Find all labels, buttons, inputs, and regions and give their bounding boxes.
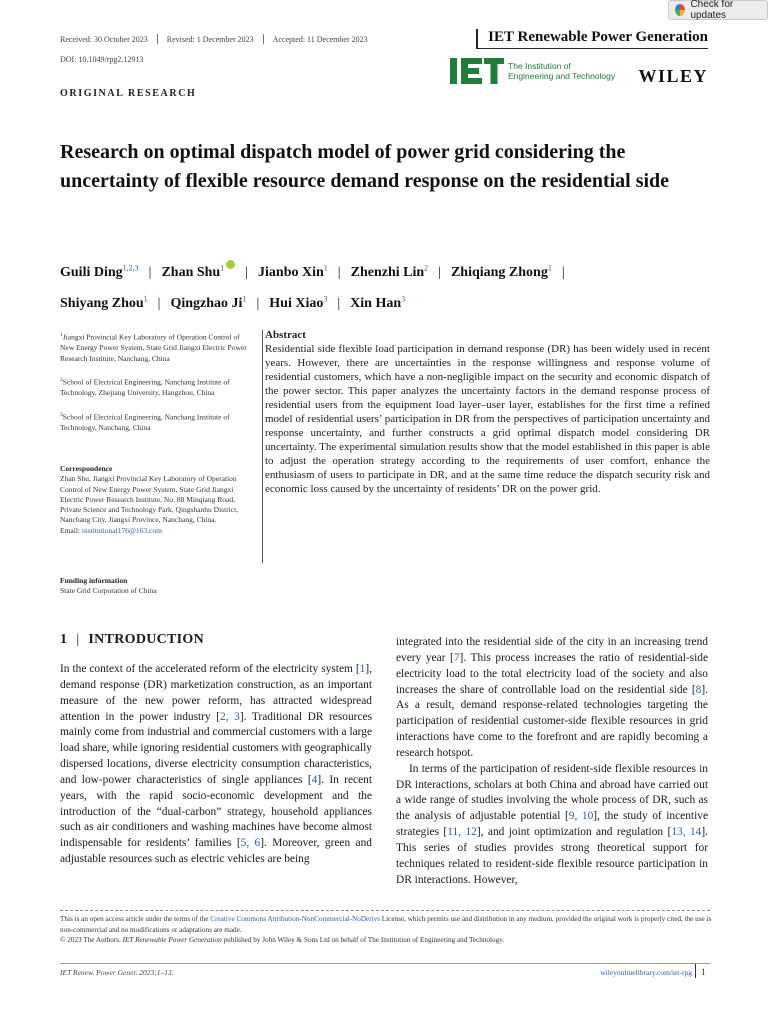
website-link[interactable]: wileyonlinelibrary.com/iet-rpg bbox=[600, 968, 692, 977]
author[interactable] bbox=[269, 296, 327, 311]
abstract bbox=[265, 328, 710, 496]
copyright-journal: IET Renewable Power Generation bbox=[122, 936, 222, 944]
citation-line: IET Renew. Power Gener. 2023;1–13. bbox=[60, 968, 174, 977]
paragraph bbox=[396, 762, 708, 889]
author[interactable] bbox=[350, 296, 405, 311]
text-run: ]. Moreover, green and adjustable resources such as electric vehicles are being bbox=[60, 837, 372, 866]
license-text bbox=[60, 914, 712, 935]
author-name: Xin Han bbox=[350, 296, 402, 312]
reference-link[interactable]: 9, 10 bbox=[568, 810, 594, 823]
text-run: In the context of the accelerated reform of the electricity system [ bbox=[60, 663, 360, 675]
page-number: 1 bbox=[701, 967, 706, 977]
author-affiliation-sup[interactable]: 1 bbox=[323, 263, 328, 272]
author-separator: | bbox=[148, 264, 152, 280]
author-separator: | bbox=[438, 264, 441, 280]
footer-divider bbox=[60, 963, 710, 964]
text-run: ], and joint optimization and regulation [ bbox=[476, 826, 672, 839]
divider bbox=[157, 34, 158, 44]
check-for-updates-button[interactable] bbox=[668, 0, 768, 20]
divider bbox=[476, 29, 478, 49]
author-separator: | bbox=[157, 296, 161, 312]
affiliation-text: School of Electrical Engineering, Nanchang Institute of Technology, Nanchang, China bbox=[60, 412, 230, 432]
paragraph bbox=[396, 635, 708, 762]
revised-date: Revised: 1 December 2023 bbox=[166, 34, 254, 44]
text-run: ]. Traditional DR resources mainly come from industrial and commercial customers with a large load share, while ignoring residential customers with geographically dispersed locations, diverse electricity consumption characteristics, and low-power characteristics of single appliances [ bbox=[60, 710, 372, 786]
author-affiliation-sup[interactable]: 3 bbox=[401, 294, 406, 304]
section-heading: 1 | INTRODUCTION bbox=[60, 632, 205, 647]
author-separator: | bbox=[337, 296, 341, 312]
divider bbox=[476, 48, 708, 49]
reference-link[interactable]: 13, 14 bbox=[671, 826, 702, 839]
correspondence-text: Zhan Shu, Jiangxi Provincial Key Laboratory of Operation Control of New Energy Power System, State Grid Jiangxi Electric Power Research Institute, No. 88 Minqiang Road, Private Science and Technology Park, Qingshanhu District, Nanchang City, Jiangxi Province, Nanchang, China. bbox=[60, 474, 239, 525]
check-for-updates-label: Check for updates bbox=[690, 0, 734, 21]
author[interactable] bbox=[451, 265, 552, 280]
author-name: Qingzhao Ji bbox=[170, 296, 243, 312]
accepted-date: Accepted: 11 December 2023 bbox=[272, 34, 368, 44]
affiliation-text: Jiangxi Provincial Key Laboratory of Operation Control of New Energy Power System, State Grid Jiangxi Electric Power Research Institute, Nanchang, China bbox=[60, 332, 247, 363]
copyright-post: published by John Wiley & Sons Ltd on behalf of The Institution of Engineering and Technology. bbox=[221, 936, 505, 944]
divider bbox=[263, 34, 264, 44]
author-name: Guili Ding bbox=[60, 264, 123, 280]
author-name: Hui Xiao bbox=[269, 296, 324, 312]
reference-link[interactable]: 7 bbox=[453, 651, 460, 664]
received-date: Received: 30 October 2023 bbox=[60, 34, 148, 44]
text-run: ]. In recent years, with the rapid socio-economic development and the introduction of the “dual-carbon” strategy, household appliances such as air conditioners and washing machines have become almost indispensable for residents’ families [ bbox=[60, 773, 372, 850]
abstract-rule bbox=[262, 330, 263, 563]
text-run: integrated into the residential side of the city in an increasing trend every year [ bbox=[396, 636, 708, 664]
abstract-text: Residential side flexible load participation in demand response (DR) has been widely used in recent years. However, there are uncertainties in the response willingness and response volume of residential customers, which have a non-negligible impact on the security and economic dispatch of the power sector. This paper analyzes the uncertainty factors in the demand response process of residential users from the equipment load layer–user layer, establishes for the first time a refined model of residential users’ participation in DR from the perspectives of participation uncertainty and response uncertainty, and further constructs a grid optimal dispatch model considering DR uncertainty. The experimental simulation results show that the model established in this paper is able to adjust the operation strategy according to the requirements of user comfort, enhance the enthusiasm of users to participate in DR, and at the same time reduce the dispatch security risk and economic loss caused by the uncertainty of residents’ DR on the power grid. bbox=[265, 343, 710, 495]
copyright-pre: © 2023 The Authors. bbox=[60, 936, 123, 944]
affiliation bbox=[60, 375, 250, 399]
paragraph bbox=[60, 662, 372, 868]
section-number: 1 bbox=[60, 632, 68, 647]
author[interactable] bbox=[258, 265, 328, 280]
license-link[interactable]: Creative Commons Attribution-NonCommercial-NoDerivs bbox=[210, 915, 380, 923]
footer-rule bbox=[60, 910, 710, 911]
license-post: License, which permits use and distribution in any medium, provided the original work is properly cited, the use is non-commercial and no modifications or adaptations are made. bbox=[60, 915, 712, 934]
license-note bbox=[60, 914, 712, 946]
affiliation bbox=[60, 330, 250, 364]
divider bbox=[695, 964, 696, 978]
affiliation-sup: 2 bbox=[60, 377, 63, 383]
section-title: INTRODUCTION bbox=[88, 632, 205, 647]
author-name: Shiyang Zhou bbox=[60, 296, 144, 312]
body-column-right bbox=[396, 635, 708, 889]
iet-name bbox=[508, 61, 615, 81]
section-tag: ORIGINAL RESEARCH bbox=[60, 88, 197, 99]
reference-link[interactable]: 4 bbox=[311, 773, 318, 786]
reference-link[interactable]: 5, 6 bbox=[240, 837, 261, 850]
author[interactable] bbox=[170, 296, 246, 311]
affiliation bbox=[60, 410, 250, 434]
author[interactable] bbox=[161, 265, 235, 280]
author[interactable] bbox=[60, 265, 139, 280]
funding-information bbox=[60, 576, 250, 597]
reference-link[interactable]: 2, 3 bbox=[220, 710, 240, 723]
iet-name-line: Engineering and Technology bbox=[508, 71, 616, 81]
license-pre: This is an open access article under the terms of the bbox=[60, 915, 211, 923]
author-name: Jianbo Xin bbox=[258, 264, 324, 280]
journal-title[interactable]: IET Renewable Power Generation bbox=[488, 29, 708, 45]
text-run: ]. This series of studies provides strong theoretical support for techniques related to resident-side flexible resource participation in DR interactions. However, bbox=[396, 826, 709, 886]
article-title: Research on optimal dispatch model of power grid considering the uncertainty of flexible resource demand response on the residential side bbox=[60, 141, 670, 192]
affiliation-sup: 3 bbox=[60, 411, 63, 418]
author-affiliation-sup[interactable]: 1 bbox=[220, 263, 225, 272]
author-affiliation-sup[interactable]: 1,2,3 bbox=[122, 263, 139, 272]
affiliations bbox=[60, 330, 250, 444]
author-name: Zhiqiang Zhong bbox=[450, 264, 548, 280]
body-column-left bbox=[60, 662, 372, 868]
author-list bbox=[60, 254, 710, 317]
iet-name-line: The Institution of bbox=[508, 61, 571, 71]
author-separator: | bbox=[337, 264, 341, 280]
text-run: In terms of the participation of resident-side flexible resources in DR interactions, scholars at both China and abroad have carried out a wide range of studies involving the whole process of DR, such as the analysis of adjustable potential [ bbox=[396, 762, 708, 823]
check-for-updates-icon bbox=[675, 4, 685, 16]
iet-logo-mark-icon bbox=[450, 58, 504, 84]
correspondence-heading: Correspondence bbox=[60, 464, 113, 473]
text-run: ], demand response (DR) marketization construction, as an important measure of the new power reform, has attracted widespread attention in the power industry [ bbox=[60, 663, 372, 723]
correspondence bbox=[60, 464, 250, 536]
author-affiliation-sup[interactable]: 1 bbox=[547, 263, 552, 272]
author[interactable] bbox=[60, 296, 148, 311]
wiley-logo[interactable]: WILEY bbox=[638, 66, 708, 86]
text-run: ]. As a result, demand response-related technologies targeting the participation of residential customer-side flexible resources in grid interactions have come to the forefront and are rapidly becoming a research hotspot. bbox=[396, 683, 708, 759]
author[interactable] bbox=[351, 265, 429, 280]
abstract-heading: Abstract bbox=[265, 329, 306, 341]
author-name: Zhenzhi Lin bbox=[350, 264, 425, 280]
iet-logo[interactable] bbox=[450, 58, 615, 84]
author-affiliation-sup[interactable]: 3 bbox=[323, 294, 328, 304]
author-separator: | bbox=[256, 296, 260, 312]
author-affiliation-sup[interactable]: 1 bbox=[242, 294, 247, 304]
affiliation-text: School of Electrical Engineering, Nanchang Institute of Technology, Zhejiang University, Hangzhou, China bbox=[60, 377, 230, 397]
reference-link[interactable]: 8 bbox=[695, 683, 702, 696]
author-separator: | bbox=[561, 264, 565, 280]
text-run: ]. This process increases the ratio of residential-side electricity load to the total electricity load of the society and also increases the share of controllable load on the residential side [ bbox=[396, 651, 708, 696]
author-name: Zhan Shu bbox=[161, 264, 221, 280]
article-dates bbox=[60, 34, 368, 44]
author-separator: | bbox=[245, 264, 249, 280]
orcid-icon[interactable] bbox=[226, 260, 235, 269]
author-affiliation-sup[interactable]: 1 bbox=[143, 294, 148, 304]
author-affiliation-sup[interactable]: 2 bbox=[424, 263, 429, 272]
funding-text: State Grid Corporation of China bbox=[60, 586, 157, 596]
copyright-text bbox=[60, 935, 712, 946]
reference-link[interactable]: 11, 12 bbox=[447, 826, 477, 839]
email-link[interactable]: institutional176@163.com bbox=[81, 525, 162, 535]
email-label: Email: bbox=[60, 525, 80, 535]
reference-link[interactable]: 1 bbox=[359, 663, 366, 675]
funding-heading: Funding information bbox=[60, 576, 128, 585]
affiliation-sup: 1 bbox=[60, 332, 63, 338]
text-run: ], the study of incentive strategies [ bbox=[396, 810, 709, 839]
doi[interactable]: DOI: 10.1049/rpg2.12913 bbox=[60, 55, 144, 64]
